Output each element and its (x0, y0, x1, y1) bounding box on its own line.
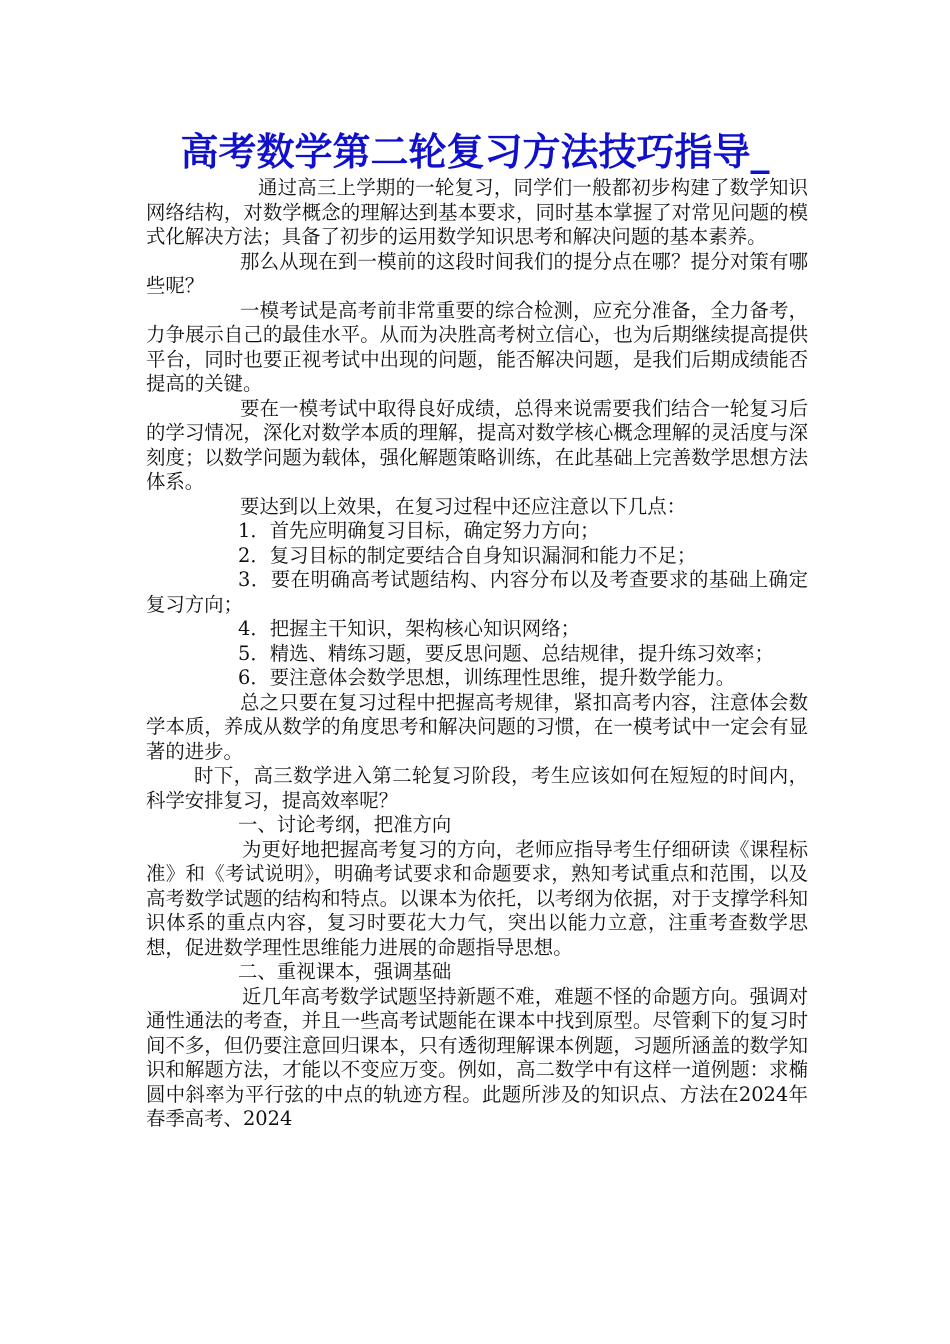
paragraph: 总之只要在复习过程中把握高考规律，紧扣高考内容，注意体会数学本质，养成从数学的角度思考和解决问题的习惯，在一模考试中一定会有显著的进步。 (146, 690, 808, 763)
paragraph: 时下，高三数学进入第二轮复习阶段，考生应该如何在短短的时间内，科学安排复习，提高效率呢？ (146, 764, 808, 812)
document-title: 高考数学第二轮复习方法技巧指导_ (180, 129, 770, 174)
list-item: 4．把握主干知识，架构核心知识网络； (238, 617, 580, 640)
section-heading: 二、重视课本，强调基础 (238, 960, 452, 983)
paragraph: 为更好地把握高考复习的方向，老师应指导考生仔细研读《课程标准》和《考试说明》，明确考试要求和命题要求，熟知考试重点和范围，以及高考数学试题的结构和特点。以课本为依托，以考纲为依据，对于支撑学科知识体系的重点内容，复习时要花大力气，突出以能力立意，注重考查数学思想，促进数学理性思维能力进展的命题指导思想。 (146, 837, 808, 959)
section-heading: 一、讨论考纲，把准方向 (238, 813, 452, 836)
list-item: 6．要注意体会数学思想，训练理性思维，提升数学能力。 (238, 666, 736, 689)
document-body (146, 176, 808, 1132)
paragraph: 一模考试是高考前非常重要的综合检测，应充分准备，全力备考，力争展示自己的最佳水平。从而为决胜高考树立信心，也为后期继续提高提供平台，同时也要正视考试中出现的问题，能否解决问题，是我们后期成绩能否提高的关键。 (146, 298, 808, 395)
paragraph: 那么从现在到一模前的这段时间我们的提分点在哪？提分对策有哪些呢？ (146, 249, 808, 297)
paragraph: 要达到以上效果，在复习过程中还应注意以下几点： (240, 494, 686, 518)
list-item: 2．复习目标的制定要结合自身知识漏洞和能力不足； (238, 543, 697, 567)
list-item: 3．要在明确高考试题结构、内容分布以及考查要求的基础上确定复习方向； (146, 568, 808, 616)
paragraph: 近几年高考数学试题坚持新题不难，难题不怪的命题方向。强调对通性通法的考查，并且一些高考试题能在课本中找到原型。尽管剩下的复习时间不多，但仍要注意回归课本，只有透彻理解课本例题，习题所涵盖的数学知识和解题方法，才能以不变应万变。例如，高二数学中有这样一道例题：求椭圆中斜率为平行弦的中点的轨迹方程。此题所涉及的知识点、方法在2024年春季高考、2024 (146, 984, 808, 1130)
paragraph: 要在一模考试中取得良好成绩，总得来说需要我们结合一轮复习后的学习情况，深化对数学本质的理解，提高对数学核心概念理解的灵活度与深刻度；以数学问题为载体，强化解题策略训练，在此基础上完善数学思想方法体系。 (146, 396, 808, 493)
list-item: 1．首先应明确复习目标，确定努力方向； (238, 519, 600, 542)
list-item: 5．精选、精练习题，要反思问题、总结规律，提升练习效率； (238, 641, 774, 665)
paragraph: 通过高三上学期的一轮复习，同学们一般都初步构建了数学知识网络结构，对数学概念的理解达到基本要求，同时基本掌握了对常见问题的模式化解决方法；具备了初步的运用数学知识思考和解决问题的基本素养。 (146, 176, 808, 248)
